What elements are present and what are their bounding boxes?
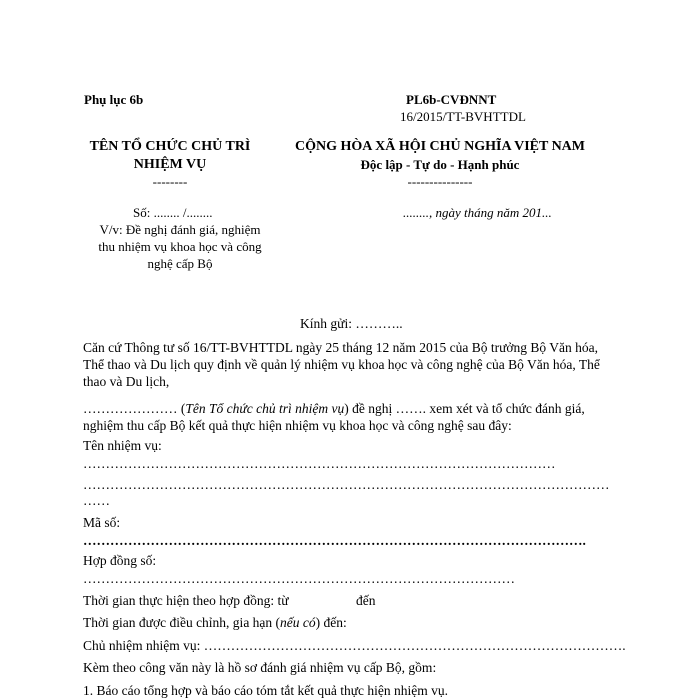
subject-line1: V/v: Đề nghị đánh giá, nghiệm (99, 222, 261, 237)
document-date: ........, ngày tháng năm 201... (403, 205, 552, 220)
attachments-intro: Kèm theo công văn này là hồ sơ đánh giá nhiệm vụ cấp Bộ, gồm: (83, 660, 437, 675)
adjusted-if-any: nếu có (280, 615, 316, 630)
task-name-dots-3: …… (83, 493, 110, 508)
motto-divider: --------------- (407, 174, 473, 189)
leader-line (83, 638, 626, 654)
nation-motto: Độc lập - Tự do - Hạnh phúc (360, 157, 520, 172)
leader-dots: …………………………………………………………………………………. (203, 638, 626, 653)
salutation: Kính gửi: ……….. (300, 316, 403, 331)
document-number: Số: ........ /........ (133, 205, 213, 220)
attachment-item-1: 1. Báo cáo tổng hợp và báo cáo tóm tắt kết quả thực hiện nhiệm vụ. (83, 683, 448, 698)
adjusted-end: ) đến: (315, 615, 347, 630)
org-name-line1: TÊN TỔ CHỨC CHỦ TRÌ (89, 139, 251, 154)
org-name-line2: NHIỆM VỤ (133, 157, 207, 172)
appendix-label: Phụ lục 6b (84, 92, 144, 107)
request-org-placeholder: Tên Tổ chức chủ trì nhiệm vụ (185, 401, 345, 416)
request-line2: nghiệm thu cấp Bộ kết quả thực hiện nhiệm vụ khoa học và công nghệ sau đây: (83, 418, 512, 433)
period-to: đến (356, 593, 376, 608)
form-code: PL6b-CVĐNNT (406, 92, 497, 107)
task-name-label: Tên nhiệm vụ: (83, 438, 162, 453)
code-dots: …………………………………………………………………………………………………. (83, 533, 586, 548)
circular-number: 16/2015/TT-BVHTTDL (400, 109, 526, 124)
contract-dots: …………………………………………………………………………………… (83, 571, 515, 586)
request-line1 (83, 401, 585, 417)
basis-line3: thao và Du lịch, (83, 374, 170, 389)
adjusted-period (83, 615, 347, 631)
task-name-dots-1: …………………………………………………………………………………………… (83, 456, 556, 471)
adjusted-label: Thời gian được điều chỉnh, gia hạn ( (83, 615, 281, 630)
subject-line3: nghệ cấp Bộ (147, 256, 213, 271)
request-rest: ) đề nghị ……. xem xét và tổ chức đánh giá, (344, 401, 585, 416)
period-label: Thời gian thực hiện theo hợp đồng: từ (83, 593, 289, 608)
subject-line2: thu nhiệm vụ khoa học và công (98, 239, 262, 254)
org-divider: -------- (152, 174, 188, 189)
basis-line2: Thể thao và Du lịch quy định về quản lý nhiệm vụ khoa học và công nghệ của Bộ Văn hóa, Thể (83, 357, 600, 372)
nation-title: CỘNG HÒA XÃ HỘI CHỦ NGHĨA VIỆT NAM (294, 139, 585, 154)
leader-label: Chủ nhiệm nhiệm vụ: (83, 638, 204, 653)
task-name-dots-2: ……………………………………………………………………………………………………… (83, 477, 610, 492)
code-label: Mã số: (83, 515, 121, 530)
request-dots: ………………… ( (83, 401, 186, 416)
basis-line1: Căn cứ Thông tư số 16/TT-BVHTTDL ngày 25 tháng 12 năm 2015 của Bộ trưởng Bộ Văn hóa, (83, 340, 599, 355)
contract-label: Hợp đồng số: (83, 553, 157, 568)
